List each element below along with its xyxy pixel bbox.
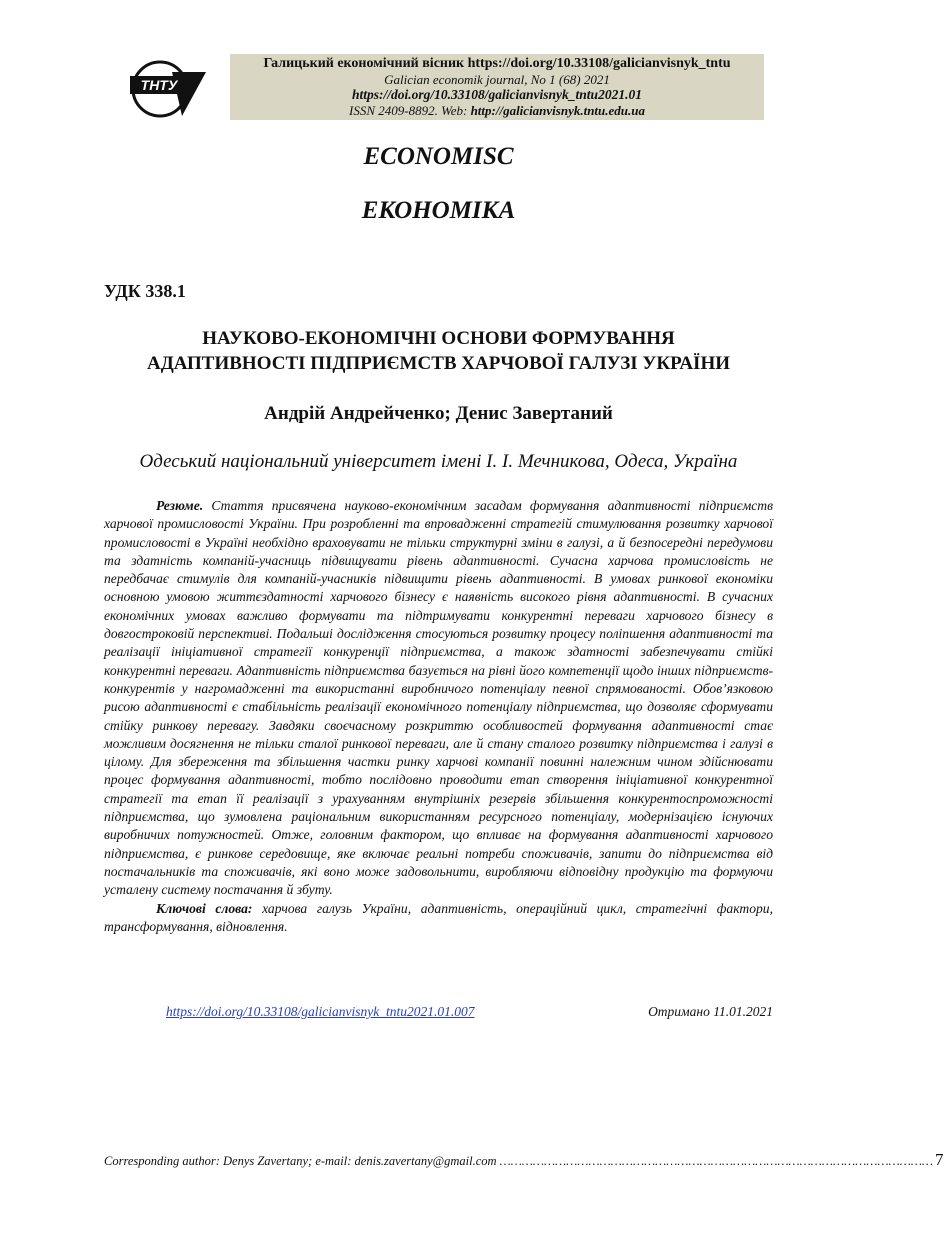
- page-footer: [104, 1150, 944, 1170]
- keywords-label: Ключові слова:: [156, 900, 253, 916]
- journal-issn-line: [230, 103, 764, 119]
- article-title-line-1: НАУКОВО-ЕКОНОМІЧНІ ОСНОВИ ФОРМУВАННЯ: [202, 328, 675, 349]
- section-title-ua: ЕКОНОМІКА: [361, 197, 516, 224]
- abstract-text: Стаття присвячена науково-економічним засадам формування адаптивності підприємств харчової промисловості України. При розробленні та впровадженні стратегій стимулювання розвитку харчової промисловості в Україні необхідно враховувати не тільки структурні зміни в галузі, а й безпосередні передумови та здатність компаній-учасниць підвищувати рівень адаптивності. Сучасна харчова промисловість не передбачає стимулів для компаній-учасників підвищити рівень адаптивності. В умовах ринкової економіки основною умовою життєздатності харчового бізнесу є наявність високого рівня адаптивності. В сучасних економічних умовах важливо формувати та підтримувати конкурентні переваги харчового бізнесу в довгостроковій перспективі. Подальші дослідження стосуються розвитку процесу поліпшення адаптивності та реалізації ініціативної стратегії конкуренції підприємства, а також здатності забезпечувати стійкі конкурентні переваги. Адаптивність підприємства базується на рівні його компетенції щодо інших підприємств-конкурентів у нагромадженні та використанні виробничого потенціалу певної спрямованості. Обов’язковою рисою адаптивності є стабільність реалізації економічного потенціалу підприємства, що дозволяє сформувати стійку ринкову перевагу. Завдяки своєчасному розкриттю особливостей формування адаптивності стає можливим досягнення не тільки сталої ринкової переваги, але й стану сталого розвитку підприємства і галузі в цілому. Для збереження та збільшення частки ринку харчові компанії повинні належним чином здійснювати процес формування адаптивності, тобто послідовно проводити етап створення ініціативної конкурентної стратегії та етап її реалізації з урахуванням внутрішніх резервів збільшення конкурентоспроможності підприємства, що зумовлена раціональним використанням ресурсного потенціалу, модернізацією існуючих виробничих потужностей. Отже, головним фактором, що впливає на формування адаптивності харчового підприємства, є ринкове середовище, яке включає реальні потреби споживачів, запити до підприємства від постачальників та споживачів, які воно може задовольнити, виробляючи відповідну продукцію та формуючи усталену систему постачання й збуту.: [104, 498, 773, 898]
- affiliation: Одеський національний університет імені І. І. Мечникова, Одеса, Україна: [139, 451, 738, 472]
- article-doi-link[interactable]: https://doi.org/10.33108/galicianvisnyk_tntu2021.01.007: [166, 1004, 475, 1019]
- abstract-label: Резюме.: [156, 498, 204, 513]
- abstract: [104, 497, 773, 936]
- authors: Андрій Андрейченко; Денис Завертаний: [264, 403, 613, 424]
- journal-header: [230, 54, 764, 120]
- journal-doi-line: https://doi.org/10.33108/galicianvisnyk_tntu2021.01: [352, 87, 642, 102]
- footer-leader-dots: ………………………………………………………………………………………………………: [499, 1154, 934, 1168]
- journal-web-link[interactable]: http://galicianvisnyk.tntu.edu.ua: [470, 103, 646, 118]
- section-title-en: ECONOMISC: [363, 143, 514, 170]
- tntu-logo: [126, 54, 210, 120]
- keywords-text: харчова галузь України, адаптивність, операційний цикл, стратегічні фактори, трансформування, відновлення.: [104, 900, 774, 934]
- corresponding-author: Corresponding author: Denys Zavertany; e-mail: denis.zavertany@gmail.com: [104, 1154, 497, 1168]
- issn-text: ISSN 2409-8892. Web:: [348, 103, 471, 118]
- keywords-paragraph: [104, 900, 773, 937]
- article-title-line-2: АДАПТИВНОСТІ ПІДПРИЄМСТВ ХАРЧОВОЇ ГАЛУЗІ УКРАЇНИ: [146, 353, 731, 374]
- page-number: 7: [935, 1150, 944, 1169]
- journal-issue-line: Galician economik journal, No 1 (68) 2021: [384, 72, 610, 87]
- udk-code: УДК 338.1: [104, 281, 186, 301]
- journal-title-line: Галицький економічний вісник https://doi.org/10.33108/galicianvisnyk_tntu: [263, 56, 731, 71]
- logo-text: ТНТУ: [140, 77, 178, 93]
- received-date: Отримано 11.01.2021: [648, 1004, 773, 1019]
- article-title: [60, 326, 817, 376]
- abstract-paragraph: [104, 497, 773, 900]
